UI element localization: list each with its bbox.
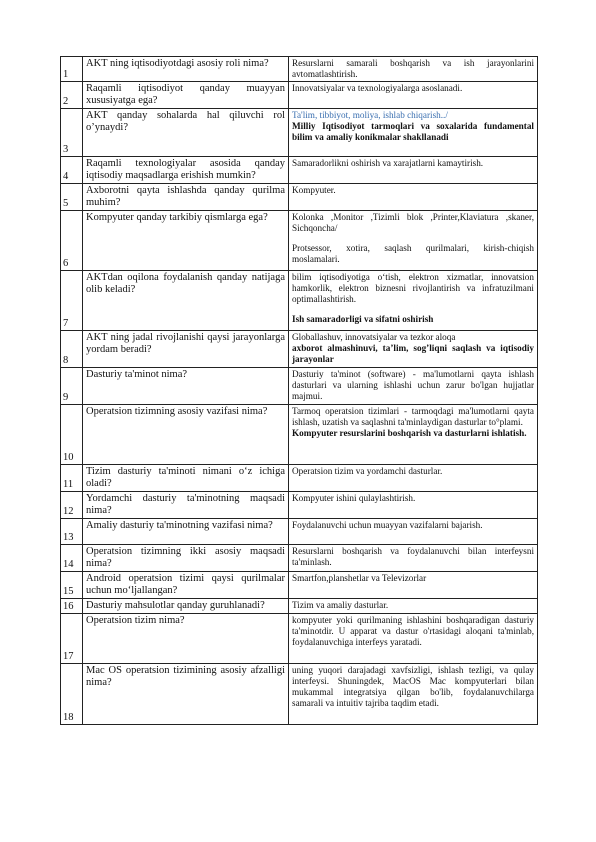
answer-text: Dasturiy ta'minot (software) - ma'lumotlarni qayta ishlash dasturlari va ularning ishlashi uchun zarur bo'lgan hujjatlar majmui. xyxy=(292,369,534,401)
answer-text: Foydalanuvchi uchun muayyan vazifalarni bajarish. xyxy=(292,520,483,530)
table-row xyxy=(61,157,538,184)
question-cell: Mac OS operatsion tizimining asosiy afzalligi nima? xyxy=(83,664,289,725)
question-cell: AKT qanday sohalarda hal qiluvchi rol o’ynaydi? xyxy=(83,109,289,157)
row-number: 9 xyxy=(61,368,83,405)
answer-text: Resurslarni boshqarish va foydalanuvchi bilan interfeysni ta'minlash. xyxy=(292,546,534,567)
row-number: 11 xyxy=(61,465,83,492)
table-row xyxy=(61,572,538,599)
answer-text: Samaradorlikni oshirish va xarajatlarni kamaytirish. xyxy=(292,158,484,168)
answer-text-bold: Milliy Iqtisodiyot tarmoqlari va soxalarida fundamental bilim va amaliy konikmalar shakllanadi xyxy=(292,121,534,142)
answer-text: Tizim va amaliy dasturlar. xyxy=(292,600,389,610)
answer-cell xyxy=(289,572,538,599)
answer-cell xyxy=(289,271,538,331)
row-number: 18 xyxy=(61,664,83,725)
answer-cell xyxy=(289,82,538,109)
answer-text: Operatsion tizim va yordamchi dasturlar. xyxy=(292,466,443,476)
table-row xyxy=(61,82,538,109)
answer-cell xyxy=(289,465,538,492)
answer-text: kompyuter yoki qurilmaning ishlashini boshqaradigan dasturiy ta'minotdir. U apparat va dastur o'rtasidagi aloqani ta'minlab, foydalanuvchiga interfeys yaratadi. xyxy=(292,615,534,647)
answer-text: Globallashuv, innovatsiyalar va tezkor aloqa xyxy=(292,332,456,342)
row-number: 6 xyxy=(61,211,83,271)
answer-cell xyxy=(289,664,538,725)
table-row xyxy=(61,109,538,157)
answer-text: Resurslarni samarali boshqarish va ish jarayonlarini avtomatlashtirish. xyxy=(292,58,534,79)
row-number: 2 xyxy=(61,82,83,109)
question-cell: Amaliy dasturiy ta'minotning vazifasi nima? xyxy=(83,519,289,545)
answer-cell xyxy=(289,109,538,157)
question-cell: Operatsion tizim nima? xyxy=(83,614,289,664)
row-number: 13 xyxy=(61,519,83,545)
row-number: 14 xyxy=(61,545,83,572)
answer-cell xyxy=(289,157,538,184)
answer-text: Innovatsiyalar va texnologiyalarga asoslanadi. xyxy=(292,83,463,93)
table-row xyxy=(61,368,538,405)
question-cell: Yordamchi dasturiy ta'minotning maqsadi nima? xyxy=(83,492,289,519)
answer-text: Tarmoq operatsion tizimlari - tarmoqdagi ma'lumotlarni qayta ishlash, uzatish va saqlashni ta'minlaydigan dasturlar to°plami. xyxy=(292,406,534,427)
answer-text-bold: Kompyuter resurslarini boshqarish va dasturlarni ishlatish. xyxy=(292,428,527,438)
answer-cell xyxy=(289,331,538,368)
answer-text: Kolonka ,Monitor ,Tizimli blok ,Printer,Klaviatura ,skaner, Sichqoncha/ xyxy=(292,212,534,233)
answer-cell xyxy=(289,519,538,545)
answer-text: Smartfon,planshetlar va Televizorlar xyxy=(292,573,427,583)
row-number: 8 xyxy=(61,331,83,368)
answer-cell xyxy=(289,57,538,82)
table-row xyxy=(61,57,538,82)
row-number: 3 xyxy=(61,109,83,157)
row-number: 7 xyxy=(61,271,83,331)
answer-text: Protsessor, xotira, saqlash qurilmalari, kirish-chiqish moslamalari. xyxy=(292,243,534,264)
row-number: 10 xyxy=(61,405,83,465)
row-number: 15 xyxy=(61,572,83,599)
row-number: 16 xyxy=(61,599,83,614)
question-cell: Kompyuter qanday tarkibiy qismlarga ega? xyxy=(83,211,289,271)
answer-cell xyxy=(289,368,538,405)
question-cell: AKT ning iqtisodiyotdagi asosiy roli nima? xyxy=(83,57,289,82)
question-cell: Dasturiy ta'minot nima? xyxy=(83,368,289,405)
question-cell: Raqamli iqtisodiyot qanday muayyan xususiyatga ega? xyxy=(83,82,289,109)
answer-cell xyxy=(289,614,538,664)
table-row xyxy=(61,271,538,331)
question-cell: Dasturiy mahsulotlar qanday guruhlanadi? xyxy=(83,599,289,614)
question-cell: Tizim dasturiy ta'minoti nimani o‘z ichiga oladi? xyxy=(83,465,289,492)
table-row xyxy=(61,545,538,572)
question-cell: AKTdan oqilona foydalanish qanday natijaga olib keladi? xyxy=(83,271,289,331)
table-row xyxy=(61,465,538,492)
row-number: 5 xyxy=(61,184,83,211)
answer-cell xyxy=(289,492,538,519)
row-number: 1 xyxy=(61,57,83,82)
question-cell: Raqamli texnologiyalar asosida qanday iqtisodiy maqsadlarga erishish mumkin? xyxy=(83,157,289,184)
answer-text-bold: axborot almashinuvi, ta’lim, sog’liqni saqlash va iqtisodiy jarayonlar xyxy=(292,343,534,364)
row-number: 4 xyxy=(61,157,83,184)
question-cell: Axborotni qayta ishlashda qanday qurilma muhim? xyxy=(83,184,289,211)
table-row xyxy=(61,519,538,545)
row-number: 12 xyxy=(61,492,83,519)
answer-cell xyxy=(289,211,538,271)
table-row xyxy=(61,331,538,368)
table-row xyxy=(61,664,538,725)
table-row xyxy=(61,599,538,614)
question-cell: AKT ning jadal rivojlanishi qaysi jarayonlarga yordam beradi? xyxy=(83,331,289,368)
answer-text: uning yuqori darajadagi xavfsizligi, ishlash tezligi, va qulay interfeysi. Shuningdek, MacOS Mac kompyuterlari bilan mukammal integratsiya qilgan bo'lib, foydalanuvchilarga samarali va intuitiv tajriba taqdim etadi. xyxy=(292,665,534,708)
answer-cell xyxy=(289,545,538,572)
row-number: 17 xyxy=(61,614,83,664)
table-row xyxy=(61,405,538,465)
answer-text: Kompyuter. xyxy=(292,185,336,195)
answer-cell xyxy=(289,184,538,211)
answer-text: Kompyuter ishini qulaylashtirish. xyxy=(292,493,416,503)
question-cell: Operatsion tizimning ikki asosiy maqsadi nima? xyxy=(83,545,289,572)
answer-cell xyxy=(289,599,538,614)
question-cell: Android operatsion tizimi qaysi qurilmalar uchun mo‘ljallangan? xyxy=(83,572,289,599)
qa-table xyxy=(60,56,538,725)
table-row xyxy=(61,184,538,211)
answer-text: Ta'lim, tibbiyot, moliya, ishlab chiqarish../ xyxy=(292,110,448,120)
table-row xyxy=(61,614,538,664)
answer-text-bold: Ish samaradorligi va sifatni oshirish xyxy=(292,314,434,324)
answer-cell xyxy=(289,405,538,465)
answer-text: bilim iqtisodiyotiga o‘tish, elektron xizmatlar, innovatsion hamkorlik, elektron biznesni rivojlantirish va infratuzilmani optimallashtirish. xyxy=(292,272,534,304)
table-row xyxy=(61,492,538,519)
question-cell: Operatsion tizimning asosiy vazifasi nima? xyxy=(83,405,289,465)
table-row xyxy=(61,211,538,271)
